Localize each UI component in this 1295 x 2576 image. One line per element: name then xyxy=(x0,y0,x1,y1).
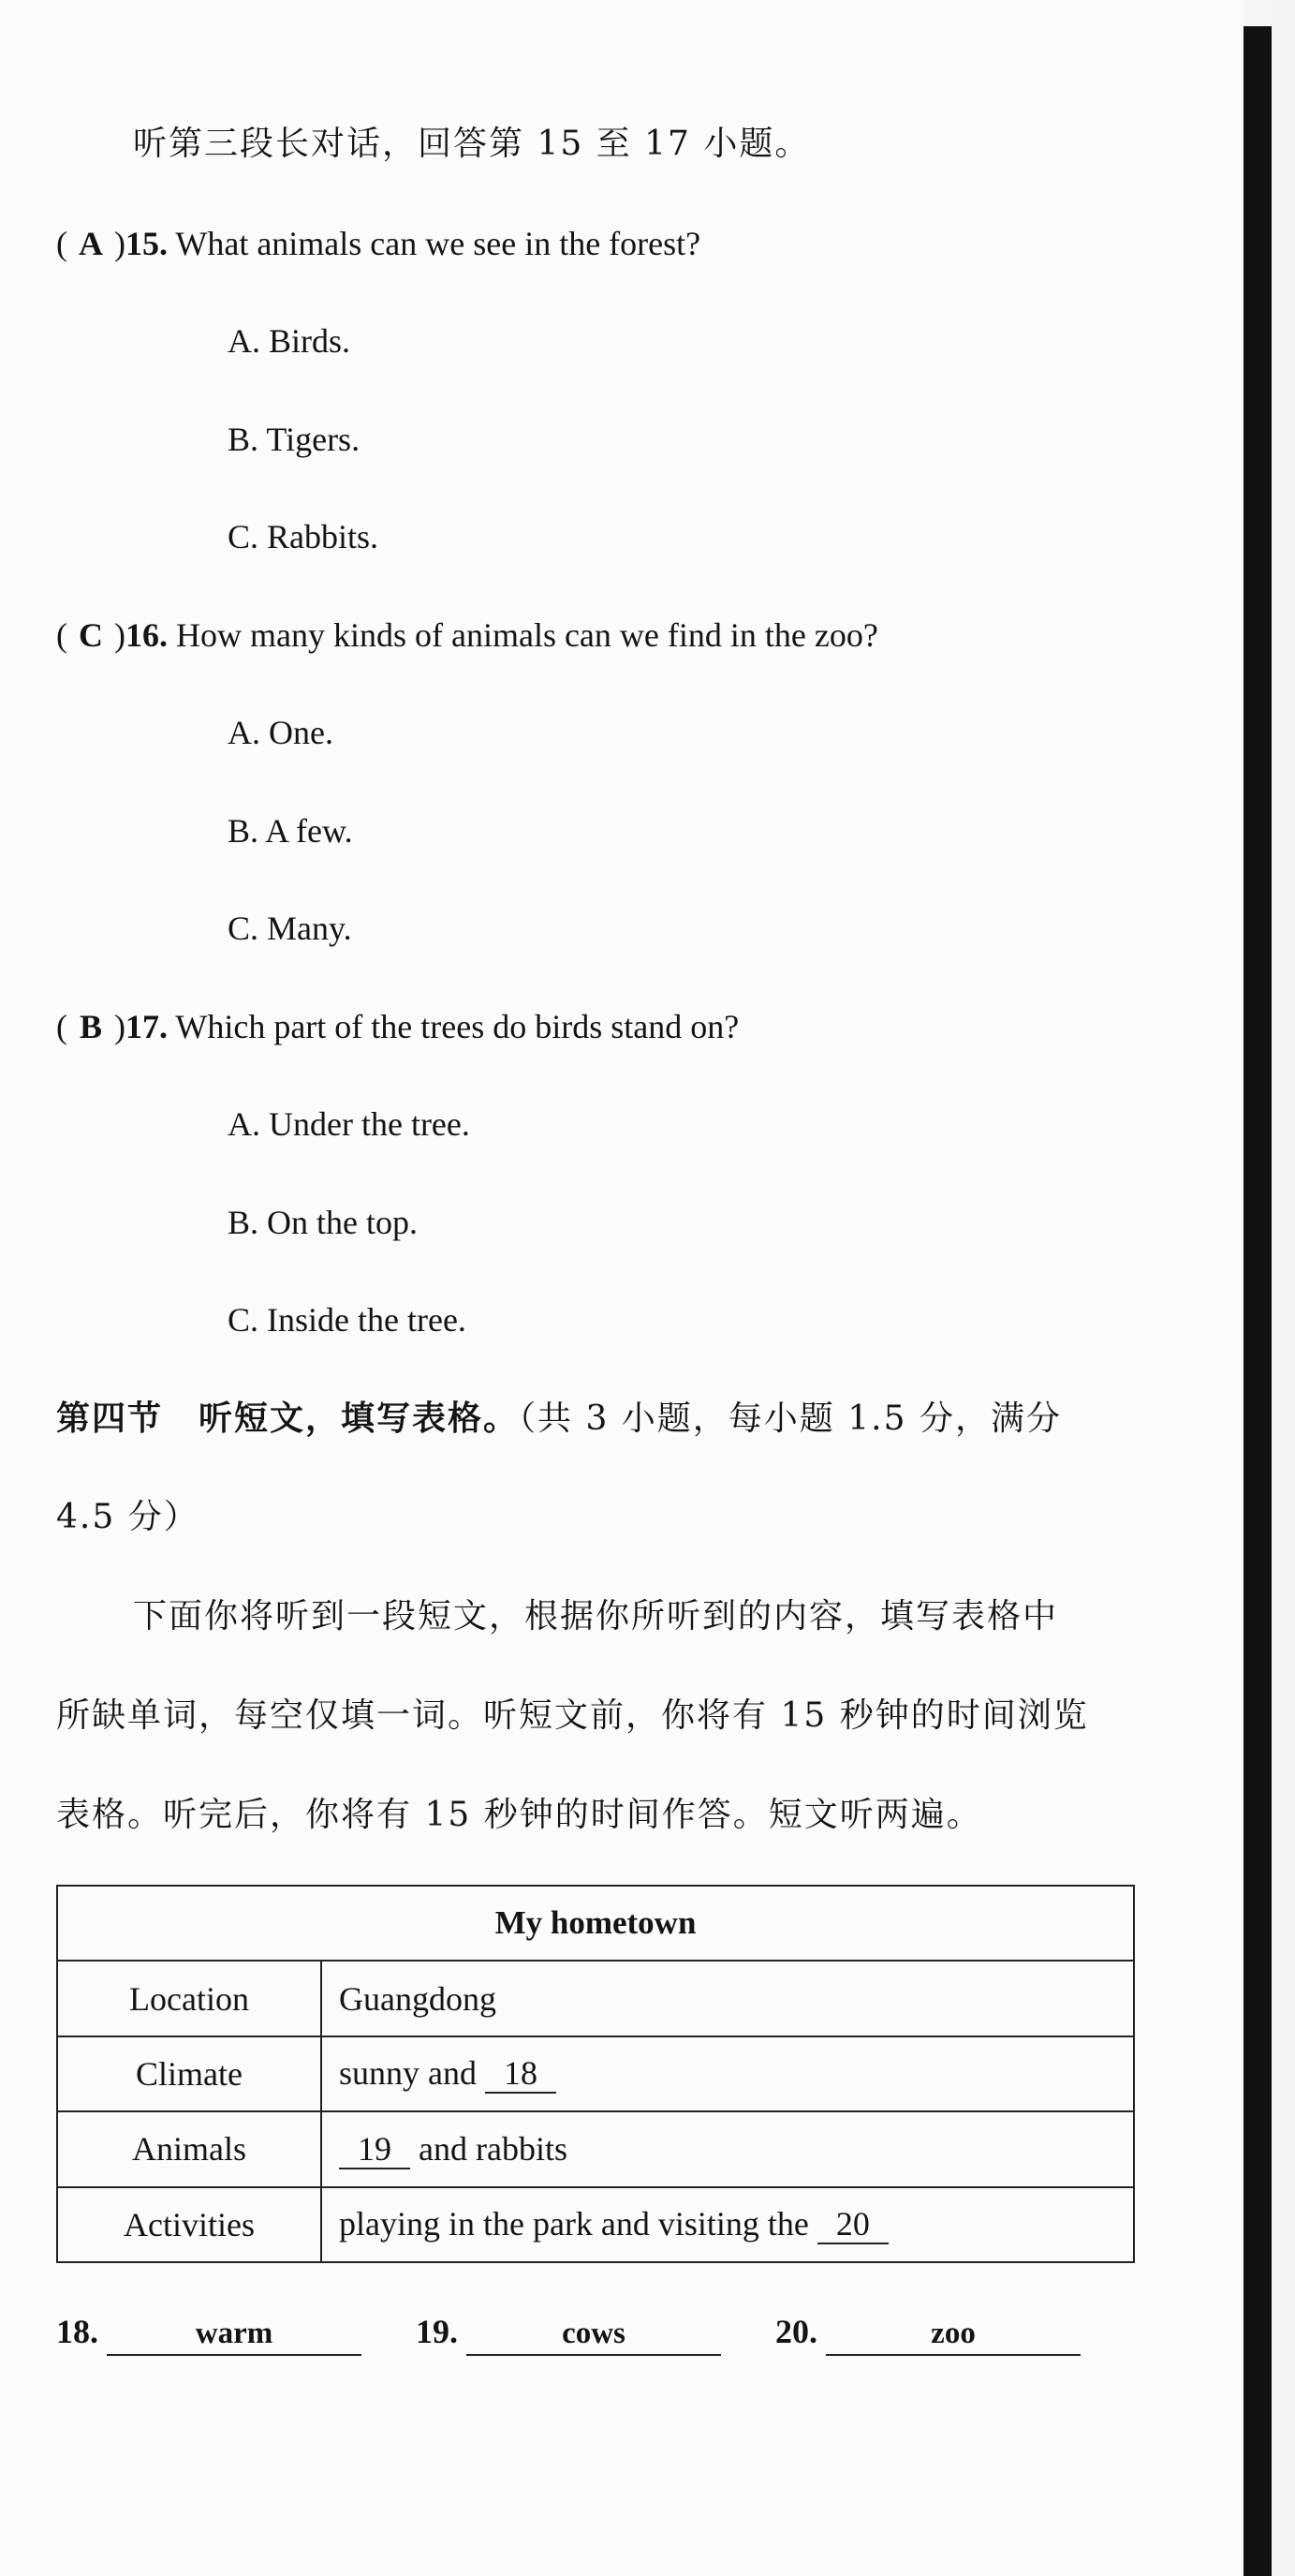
answer-value: cows xyxy=(466,2313,721,2356)
answer-20 xyxy=(775,2312,1081,2356)
answer-number: 19. xyxy=(416,2313,458,2350)
question-answer: B xyxy=(79,1008,102,1045)
section4-score-cont: 4.5 分） xyxy=(56,1498,199,1536)
table-row xyxy=(57,2036,1134,2111)
option-c: C. Rabbits. xyxy=(228,518,379,555)
row-text: sunny and xyxy=(339,2054,485,2093)
page-edge xyxy=(1272,0,1295,2576)
blank-18: 18 xyxy=(485,2054,556,2094)
option-c: C. Inside the tree. xyxy=(228,1301,466,1339)
section4-title: 第四节 听短文，填写表格。 xyxy=(56,1399,520,1438)
row-label: Activities xyxy=(57,2187,321,2262)
question-text: Which part of the trees do birds stand on? xyxy=(175,1008,740,1045)
option-a: A. Birds. xyxy=(228,322,351,360)
row-label: Climate xyxy=(57,2036,321,2111)
question-16 xyxy=(56,613,878,658)
option-b: B. On the top. xyxy=(228,1204,418,1241)
row-text: and rabbits xyxy=(410,2129,567,2168)
hometown-table xyxy=(56,1885,1135,2263)
row-text: playing in the park and visiting the xyxy=(339,2205,817,2243)
section4-instruction: 表格。听完后，你将有 15 秒钟的时间作答。短文听两遍。 xyxy=(56,1796,982,1834)
option-b: B. A few. xyxy=(228,812,353,850)
paren-close: ) xyxy=(114,616,125,654)
option-b: B. Tigers. xyxy=(228,421,361,458)
table-row xyxy=(57,2187,1134,2262)
question-text: What animals can we see in the forest? xyxy=(175,225,701,262)
paren-open: ( xyxy=(56,225,67,262)
section3-intro: 听第三段长对话，回答第 15 至 17 小题。 xyxy=(133,125,811,163)
section4-heading xyxy=(56,1396,1062,1442)
answer-number: 18. xyxy=(56,2313,98,2350)
table-row xyxy=(57,2111,1134,2186)
book-spine-shadow xyxy=(1243,26,1272,2576)
row-label: Location xyxy=(57,1961,321,2036)
answer-19 xyxy=(416,2312,721,2356)
table-row xyxy=(57,1961,1134,2036)
row-value xyxy=(321,2111,1134,2186)
blank-19: 19 xyxy=(339,2130,410,2169)
question-15 xyxy=(56,221,700,266)
question-text: How many kinds of animals can we find in the zoo? xyxy=(176,616,878,654)
question-answer: C xyxy=(79,616,103,654)
question-number: 15. xyxy=(125,225,168,262)
question-number: 17. xyxy=(125,1008,168,1045)
question-17 xyxy=(56,1004,739,1049)
paren-close: ) xyxy=(114,225,125,262)
blank-20: 20 xyxy=(817,2205,889,2244)
row-value xyxy=(321,2036,1134,2111)
section4-instruction: 所缺单词，每空仅填一词。听短文前，你将有 15 秒钟的时间浏览 xyxy=(56,1696,1089,1735)
table-title: My hometown xyxy=(57,1886,1134,1961)
question-answer: A xyxy=(79,225,103,262)
section4-score: （共 3 小题，每小题 1.5 分，满分 xyxy=(519,1399,1062,1438)
row-text: Guangdong xyxy=(339,1979,496,2018)
answer-number: 20. xyxy=(775,2313,817,2350)
option-a: A. One. xyxy=(228,714,333,751)
answer-18 xyxy=(56,2312,361,2356)
answer-value: warm xyxy=(107,2313,361,2356)
paren-open: ( xyxy=(56,616,67,654)
section4-instruction: 下面你将听到一段短文，根据你所听到的内容，填写表格中 xyxy=(133,1597,1059,1636)
option-c: C. Many. xyxy=(228,910,352,947)
option-a: A. Under the tree. xyxy=(228,1105,470,1143)
answer-value: zoo xyxy=(826,2313,1081,2356)
row-label: Animals xyxy=(57,2111,321,2186)
paren-close: ) xyxy=(114,1008,125,1045)
table-header-row xyxy=(57,1886,1134,1961)
paren-open: ( xyxy=(56,1008,67,1045)
row-value xyxy=(321,2187,1134,2262)
row-value xyxy=(321,1961,1134,2036)
question-number: 16. xyxy=(125,616,168,654)
